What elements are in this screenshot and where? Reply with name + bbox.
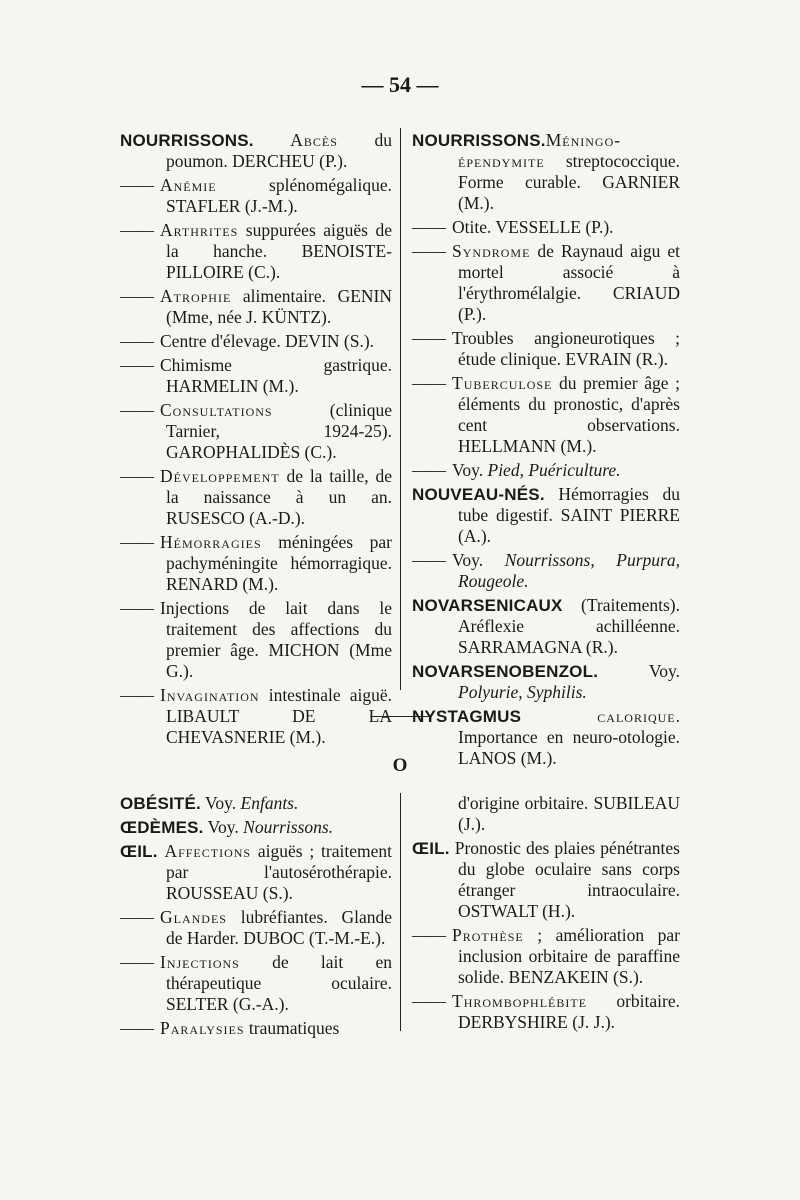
entry-text: Troubles angioneurotiques ; étude clinique. EVRAIN (R.). xyxy=(452,328,680,369)
voy-prefix: Voy. xyxy=(200,793,241,813)
entry-subheading: Paralysies xyxy=(160,1018,245,1038)
index-entry xyxy=(412,661,680,703)
entry-heading: NOUVEAU-NÉS. xyxy=(412,485,545,504)
index-entry xyxy=(412,130,680,214)
entry-text: méningées par pachyméningite hémorragique. RENARD (M.). xyxy=(166,532,392,594)
ditto-dash: —— xyxy=(412,991,445,1011)
ditto-dash: —— xyxy=(412,328,445,348)
voy-prefix: Voy. xyxy=(452,550,505,570)
ditto-dash: —— xyxy=(412,217,445,237)
entry-subheading: Atrophie xyxy=(160,286,232,306)
column-left-top xyxy=(120,130,392,751)
cross-reference: Enfants. xyxy=(240,793,299,813)
entry-text: du poumon. DERCHEU (P.). xyxy=(166,130,393,171)
entry-heading: NOVARSENICAUX xyxy=(412,596,563,615)
entry-subheading: Développement xyxy=(160,466,280,486)
ditto-dash: —— xyxy=(120,598,153,618)
entry-text: Injections de lait dans le traitement des affections du premier âge. MICHON (Mme G.). xyxy=(160,598,392,681)
ditto-dash: —— xyxy=(120,331,153,351)
entry-heading: NYSTAGMUS xyxy=(412,707,522,726)
cross-reference: Nourrissons. xyxy=(243,817,334,837)
entry-text: Pronostic des plaies pénétrantes du globe oculaire sans corps étranger intraoculaire. OSTWALT (H.). xyxy=(449,838,680,921)
column-right-top xyxy=(412,130,680,772)
ditto-dash: —— xyxy=(120,400,153,420)
entry-text: aiguës ; traitement par l'autosérothérapie. ROUSSEAU (S.). xyxy=(166,841,392,903)
index-entry xyxy=(120,907,392,949)
index-entry xyxy=(120,817,392,838)
entry-heading: NOURRISSONS. xyxy=(412,131,546,150)
entry-text: alimentaire. GENIN (Mme, née J. KÜNTZ). xyxy=(166,286,392,327)
entry-subheading: Consultations xyxy=(160,400,273,420)
index-entry xyxy=(120,286,392,328)
entry-subheading: Syndrome xyxy=(452,241,531,261)
index-entry xyxy=(120,331,392,352)
ditto-dash: —— xyxy=(120,175,153,195)
ditto-dash: —— xyxy=(412,373,445,393)
entry-text: . Importance en neuro-otologie. LANOS (M.). xyxy=(458,706,680,768)
index-entry xyxy=(120,793,392,814)
index-entry xyxy=(120,841,392,904)
entry-heading: NOURRISSONS. xyxy=(120,131,254,150)
entry-heading: NOVARSENOBENZOL. xyxy=(412,662,599,681)
voy-prefix: Voy. xyxy=(452,460,488,480)
ditto-dash: —— xyxy=(120,532,153,552)
entry-subheading: Hémorragies xyxy=(160,532,262,552)
voy-prefix: Voy. xyxy=(203,817,244,837)
index-entry xyxy=(120,220,392,283)
entry-text: intestinale aiguë. LIBAULT DE LA CHEVASNERIE (M.). xyxy=(166,685,392,747)
index-entry xyxy=(120,400,392,463)
ditto-dash: —— xyxy=(412,550,445,570)
ditto-dash: —— xyxy=(120,466,153,486)
index-entry xyxy=(120,355,392,397)
ditto-dash: —— xyxy=(120,220,153,240)
entry-subheading: Méningo-épendymite xyxy=(458,130,622,171)
index-entry xyxy=(120,175,392,217)
voy-prefix: Voy. xyxy=(598,661,680,681)
index-entry xyxy=(412,991,680,1033)
column-left-bottom xyxy=(120,793,392,1042)
index-entry xyxy=(412,241,680,325)
index-entry xyxy=(120,130,392,172)
cross-reference: Nourrissons, Purpura, Rougeole. xyxy=(458,550,680,591)
column-divider xyxy=(400,793,401,1031)
entry-text: orbitaire. DERBYSHIRE (J. J.). xyxy=(458,991,680,1032)
ditto-dash: —— xyxy=(120,286,153,306)
ditto-dash: —— xyxy=(120,1018,153,1038)
page-number: — 54 — xyxy=(361,72,439,97)
section-separator xyxy=(370,716,430,717)
column-right-bottom xyxy=(412,793,680,1036)
index-entry xyxy=(412,550,680,592)
index-entry xyxy=(412,838,680,922)
entry-subheading: Arthrites xyxy=(160,220,239,240)
entry-subheading: Invagination xyxy=(160,685,260,705)
entry-heading: ŒDÈMES. xyxy=(120,818,204,837)
index-entry xyxy=(120,952,392,1015)
entry-subheading: Glandes xyxy=(160,907,227,927)
entry-text: lubréfiantes. Glande de Harder. DUBOC (T.-M.-E.). xyxy=(166,907,392,948)
index-entry xyxy=(412,328,680,370)
section-letter: O xyxy=(392,755,408,776)
entry-subheading: Affections xyxy=(164,841,252,861)
entry-text: de lait en thérapeutique oculaire. SELTER (G.-A.). xyxy=(166,952,392,1014)
entry-text: Chimisme gastrique. HARMELIN (M.). xyxy=(160,355,392,396)
ditto-dash: —— xyxy=(120,685,153,705)
entry-subheading: Thrombophlébite xyxy=(452,991,588,1011)
index-entry-continuation: d'origine orbitaire. SUBILEAU (J.). xyxy=(458,793,680,834)
entry-subheading: Abcès xyxy=(290,130,338,150)
index-entry xyxy=(120,466,392,529)
ditto-dash: —— xyxy=(120,355,153,375)
entry-text: de la taille, de la naissance à un an. RUSESCO (A.-D.). xyxy=(166,466,392,528)
index-entry xyxy=(412,217,680,238)
entry-text: ; amélioration par inclusion orbitaire de paraffine solide. BENZAKEIN (S.). xyxy=(458,925,680,987)
entry-text: Centre d'élevage. DEVIN (S.). xyxy=(160,331,375,351)
entry-text: streptococcique. Forme curable. GARNIER (M.). xyxy=(458,151,680,213)
ditto-dash: —— xyxy=(412,460,445,480)
entry-text: (Traitements). Aréflexie achilléenne. SARRAMAGNA (R.). xyxy=(458,595,680,657)
entry-text: Hémorragies du tube digestif. SAINT PIERRE (A.). xyxy=(458,484,680,546)
index-entry xyxy=(412,460,680,481)
index-entry xyxy=(120,598,392,682)
entry-text: suppurées aiguës de la hanche. BENOISTE-PILLOIRE (C.). xyxy=(166,220,392,282)
entry-subheading: Anémie xyxy=(160,175,217,195)
ditto-dash: —— xyxy=(412,241,445,261)
index-entry xyxy=(412,925,680,988)
ditto-dash: —— xyxy=(120,952,153,972)
entry-text: traumatiques xyxy=(244,1018,340,1038)
entry-text: Otite. VESSELLE (P.). xyxy=(452,217,614,237)
ditto-dash: —— xyxy=(120,907,153,927)
entry-subheading: Injections xyxy=(160,952,240,972)
ditto-dash: —— xyxy=(412,925,445,945)
entry-subheading: calorique xyxy=(597,706,676,726)
cross-reference: Pied, Puériculture. xyxy=(487,460,621,480)
entry-text: splénomégalique. STAFLER (J.-M.). xyxy=(166,175,392,216)
index-entry xyxy=(412,373,680,457)
cross-reference: Polyurie, Syphilis. xyxy=(458,682,587,702)
index-entry xyxy=(120,685,392,748)
index-entry xyxy=(412,595,680,658)
entry-text: (clinique Tarnier, 1924-25). GAROPHALIDÈS (C.). xyxy=(166,400,392,462)
index-entry xyxy=(412,484,680,547)
column-divider xyxy=(400,128,401,690)
index-entry xyxy=(120,532,392,595)
entry-text: de Raynaud aigu et mortel associé à l'érythromélalgie. CRIAUD (P.). xyxy=(458,241,680,324)
entry-subheading: Tuberculose xyxy=(452,373,553,393)
index-entry xyxy=(120,1018,392,1039)
entry-heading: ŒIL. xyxy=(412,839,450,858)
entry-heading: OBÉSITÉ. xyxy=(120,794,201,813)
entry-text: du premier âge ; éléments du pronostic, d'après cent observations. HELLMANN (M.). xyxy=(458,373,680,456)
entry-subheading: Prothèse xyxy=(452,925,524,945)
entry-heading: ŒIL. xyxy=(120,842,158,861)
